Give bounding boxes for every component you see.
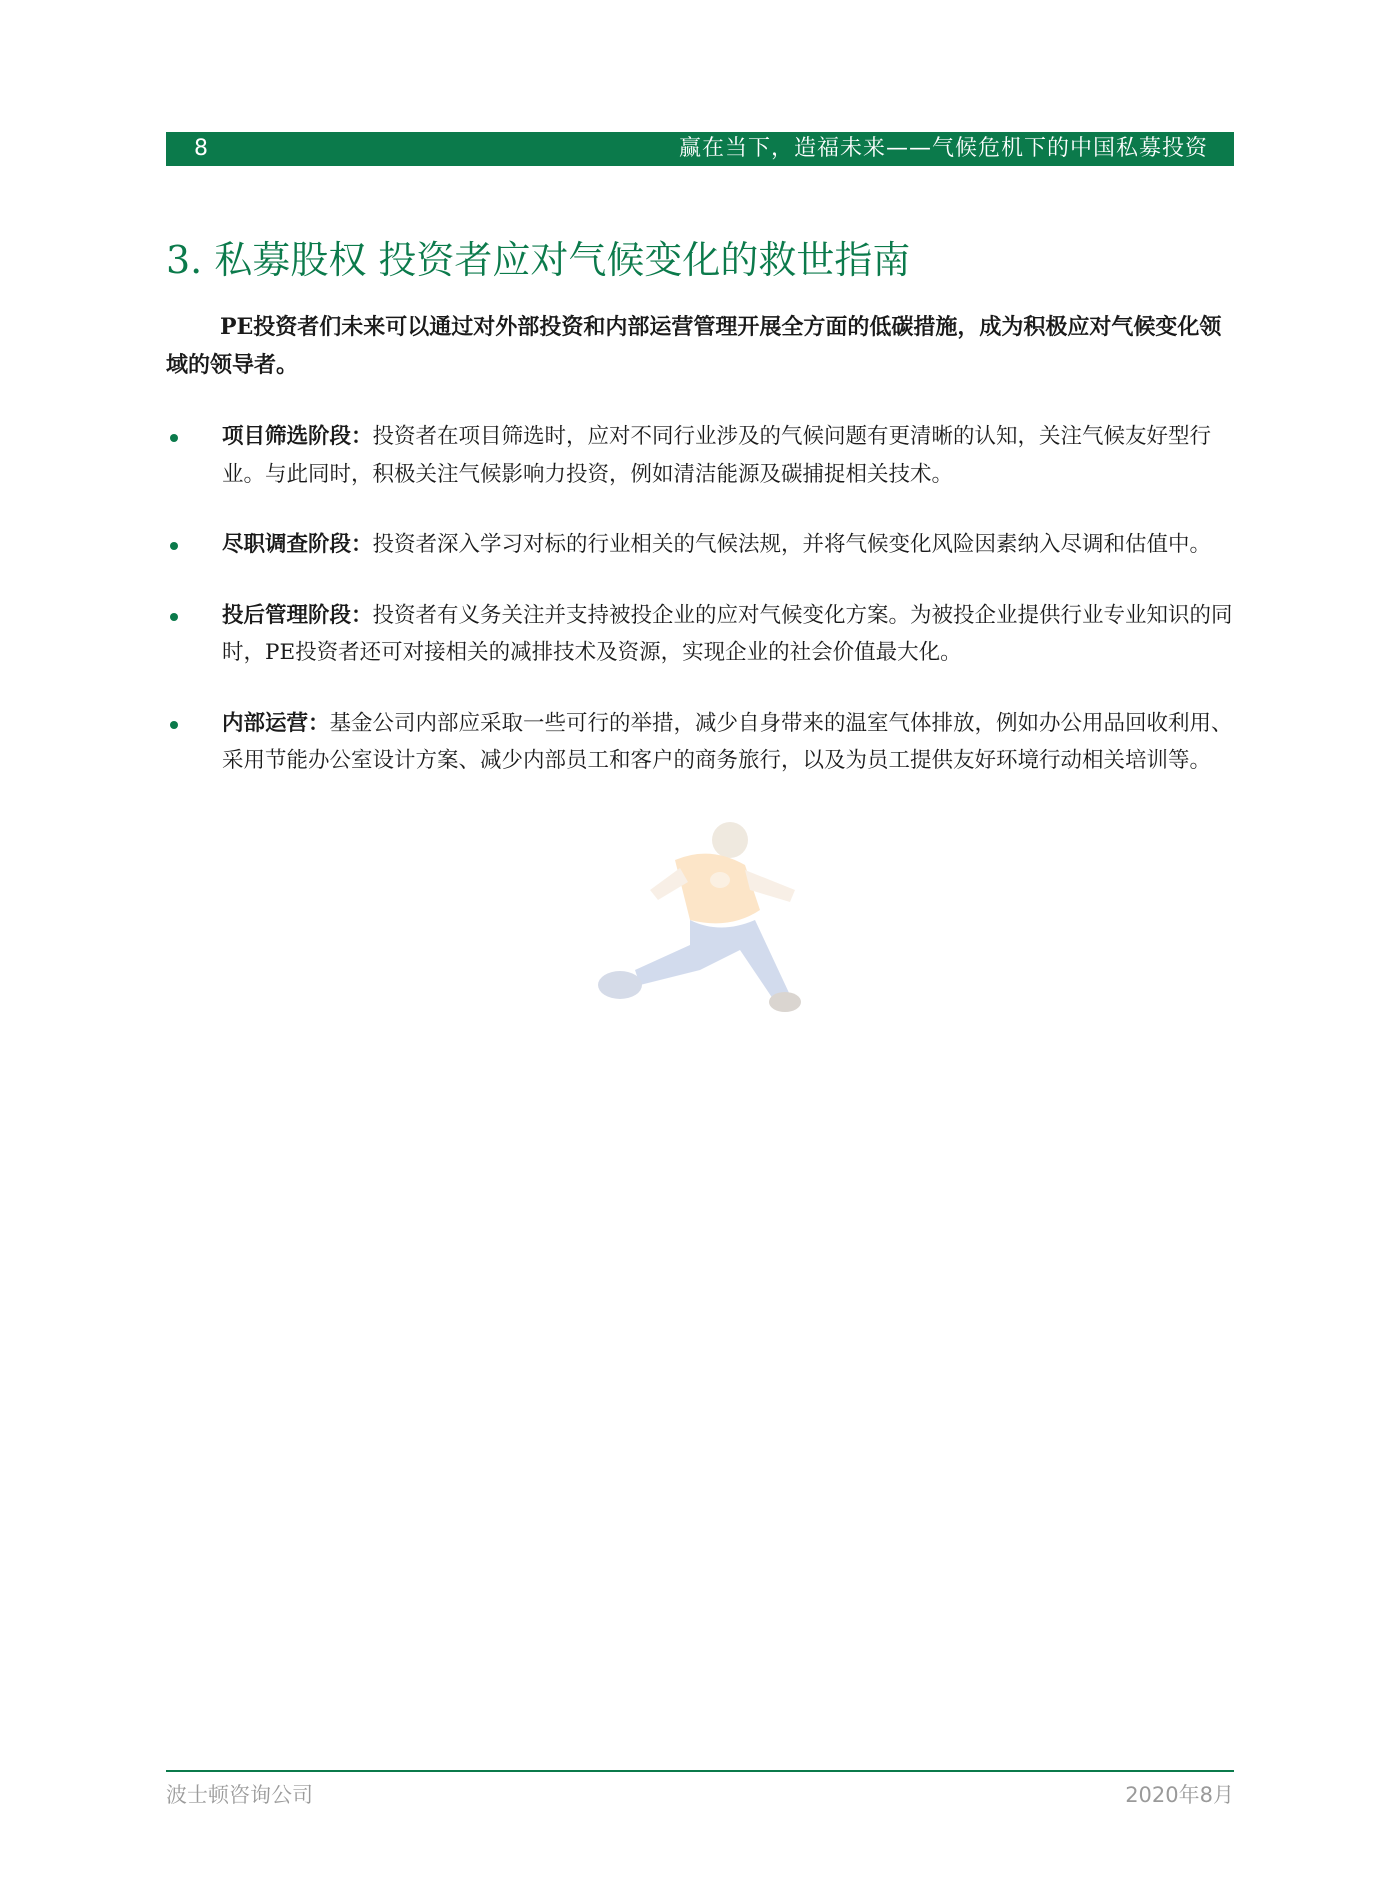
list-item bbox=[166, 705, 1234, 780]
footer-date: 2020年8月 bbox=[1125, 1783, 1234, 1807]
bullet-dot-icon bbox=[170, 721, 178, 729]
section-title: 3. 私募股权 投资者应对气候变化的救世指南 bbox=[166, 238, 911, 282]
footer-divider bbox=[166, 1770, 1234, 1772]
bullet-list bbox=[166, 418, 1234, 813]
list-item bbox=[166, 597, 1234, 672]
running-person-watermark-icon bbox=[580, 820, 810, 1070]
bullet-label: 内部运营： bbox=[222, 710, 330, 736]
list-item bbox=[166, 526, 1234, 564]
bullet-dot-icon bbox=[170, 542, 178, 550]
page-number: 8 bbox=[194, 136, 208, 161]
bullet-text: 投资者深入学习对标的行业相关的气候法规，并将气候变化风险因素纳入尽调和估值中。 bbox=[372, 532, 1212, 557]
header-bar bbox=[166, 132, 1234, 166]
list-item bbox=[166, 418, 1234, 493]
bullet-text: 基金公司内部应采取一些可行的举措，减少自身带来的温室气体排放，例如办公用品回收利用、采用节能办公室设计方案、减少内部员工和客户的商务旅行，以及为员工提供友好环境行动相关培训等。 bbox=[222, 710, 1233, 773]
bullet-label: 尽职调查阶段： bbox=[222, 532, 373, 557]
bullet-text: 投资者有义务关注并支持被投企业的应对气候变化方案。为被投企业提供行业专业知识的同时，PE投资者还可对接相关的减排技术及资源，实现企业的社会价值最大化。 bbox=[222, 602, 1233, 665]
bullet-text: 投资者在项目筛选时，应对不同行业涉及的气候问题有更清晰的认知，关注气候友好型行业。与此同时，积极关注气候影响力投资，例如清洁能源及碳捕捉相关技术。 bbox=[222, 424, 1212, 487]
footer-company: 波士顿咨询公司 bbox=[166, 1783, 313, 1807]
bullet-label: 投后管理阶段： bbox=[222, 602, 373, 628]
bullet-dot-icon bbox=[170, 613, 178, 621]
bullet-dot-icon bbox=[170, 434, 178, 442]
document-title: 赢在当下，造福未来——气候危机下的中国私募投资 bbox=[678, 136, 1208, 161]
bullet-label: 项目筛选阶段： bbox=[222, 424, 373, 449]
intro-paragraph: PE投资者们未来可以通过对外部投资和内部运营管理开展全方面的低碳措施，成为积极应对气候变化领域的领导者。 bbox=[166, 314, 1222, 378]
